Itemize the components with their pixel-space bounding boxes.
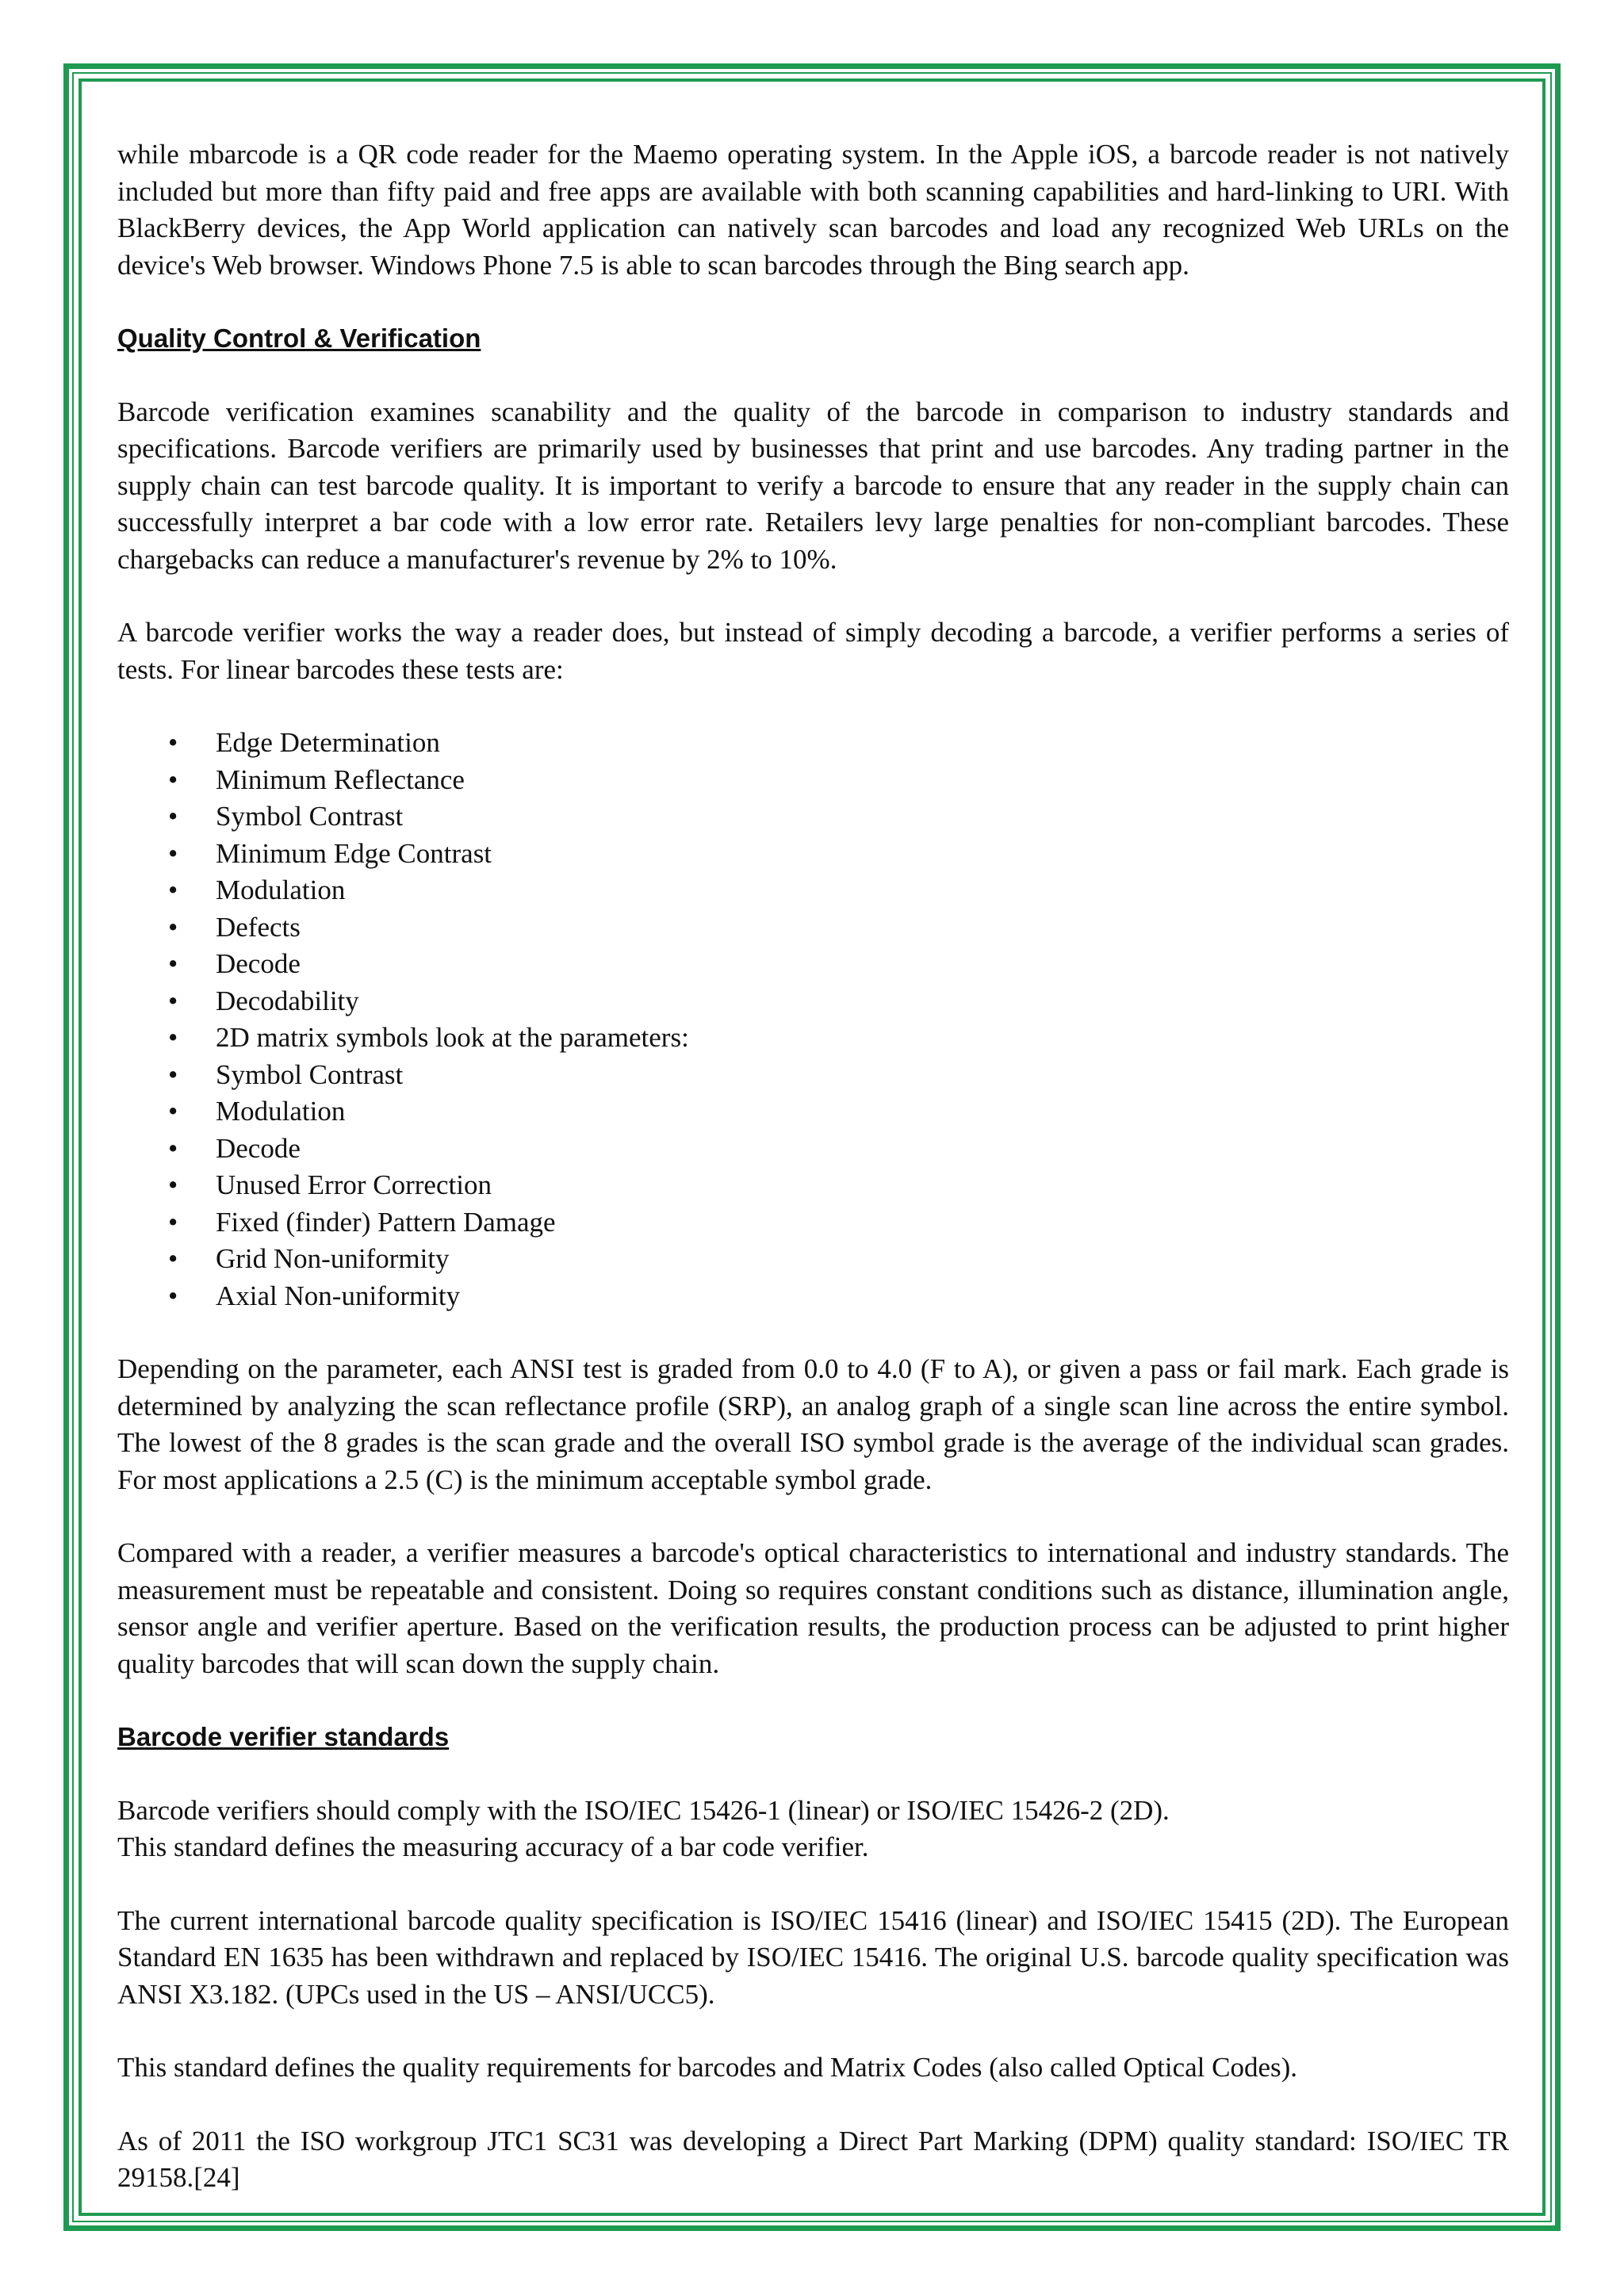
list-item: • Edge Determination <box>117 725 1509 762</box>
verification-paragraph: Barcode verification examines scanability and the quality of the barcode in comparison to industry standards and specifications. Barcode verifiers are primarily used by businesses that print and use barcodes. Any trading partner in the supply chain can test barcode quality. It is important to verify a barcode to ensure that any reader in the supply chain can successfully interpret a bar code with a low error rate. Retailers levy large penalties for non-compliant barcodes. These chargebacks can reduce a manufacturer's revenue by 2% to 10%. <box>117 396 1509 575</box>
intro-paragraph: while mbarcode is a QR code reader for the Maemo operating system. In the Apple iOS, a barcode reader is not natively included but more than fifty paid and free apps are available with both scanning capabilities and hard-linking to URI. With BlackBerry devices, the App World application can natively scan barcodes and load any recognized Web URLs on the device's Web browser. Windows Phone 7.5 is able to scan barcodes through the Bing search app. <box>117 139 1509 281</box>
list-item: • Decode <box>117 946 1509 983</box>
bullet-icon: • <box>168 911 178 943</box>
list-item: • Fixed (finder) Pattern Damage <box>117 1204 1509 1242</box>
bullet-icon: • <box>168 763 178 795</box>
bullet-icon: • <box>168 948 178 979</box>
document-body <box>117 136 1509 2197</box>
list-item: • Axial Non-uniformity <box>117 1278 1509 1315</box>
bullet-icon: • <box>168 1280 178 1311</box>
list-item: • Symbol Contrast <box>117 798 1509 836</box>
bullet-icon: • <box>168 801 178 832</box>
bullet-icon: • <box>168 985 178 1016</box>
current-spec-paragraph: The current international barcode quality specification is ISO/IEC 15416 (linear) and ISO/IEC 15415 (2D). The European Standard EN 1635 has been withdrawn and replaced by ISO/IEC 15416. The original U.S. barcode quality specification was ANSI X3.182. (UPCs used in the US – ANSI/UCC5). <box>117 1904 1509 2010</box>
bullet-icon: • <box>168 874 178 905</box>
list-item: • 2D matrix symbols look at the parameters: <box>117 1020 1509 1057</box>
list-item: • Decodability <box>117 983 1509 1020</box>
verification-test-list <box>117 725 1509 1314</box>
list-item: • Minimum Edge Contrast <box>117 836 1509 873</box>
comply-line-1: Barcode verifiers should comply with the ISO/IEC 15426-1 (linear) or ISO/IEC 15426-2 (2D). <box>117 1794 1170 1826</box>
list-item: • Modulation <box>117 872 1509 909</box>
bullet-icon: • <box>168 1022 178 1053</box>
list-item: • Grid Non-uniformity <box>117 1241 1509 1278</box>
list-item: • Decode <box>117 1131 1509 1168</box>
comparison-paragraph: Compared with a reader, a verifier measures a barcode's optical characteristics to international and industry standards. The measurement must be repeatable and consistent. Doing so requires constant conditions such as distance, illumination angle, sensor angle and verifier aperture. Based on the verification results, the production process can be adjusted to print higher quality barcodes that will scan down the supply chain. <box>117 1537 1509 1679</box>
bullet-icon: • <box>168 1058 178 1090</box>
list-item: • Defects <box>117 909 1509 947</box>
bullet-icon: • <box>168 1206 178 1238</box>
heading-verifier-standards: Barcode verifier standards <box>117 1722 450 1751</box>
bullet-icon: • <box>168 727 178 758</box>
dpm-paragraph: As of 2011 the ISO workgroup JTC1 SC31 was developing a Direct Part Marking (DPM) quality standard: ISO/IEC TR 29158.[24] <box>117 2125 1509 2193</box>
bullet-icon: • <box>168 1096 178 1127</box>
list-item: • Modulation <box>117 1093 1509 1131</box>
bullet-icon: • <box>168 1243 178 1274</box>
bullet-icon: • <box>168 1132 178 1164</box>
grading-paragraph: Depending on the parameter, each ANSI test is graded from 0.0 to 4.0 (F to A), or given a pass or fail mark. Each grade is determined by analyzing the scan reflectance profile (SRP), an analog graph of a single scan line across the entire symbol. The lowest of the 8 grades is the scan grade and the overall ISO symbol grade is the average of the individual scan grades. For most applications a 2.5 (C) is the minimum acceptable symbol grade. <box>117 1353 1509 1495</box>
comply-paragraph <box>117 1793 1509 1866</box>
quality-requirements-paragraph: This standard defines the quality requirements for barcodes and Matrix Codes (also called Optical Codes). <box>117 2052 1298 2083</box>
heading-quality-control: Quality Control & Verification <box>117 323 481 353</box>
bullet-icon: • <box>168 837 178 869</box>
verifier-works-paragraph: A barcode verifier works the way a reader does, but instead of simply decoding a barcode, a verifier performs a series of tests. For linear barcodes these tests are: <box>117 617 1509 685</box>
list-item: • Unused Error Correction <box>117 1167 1509 1204</box>
list-item: • Minimum Reflectance <box>117 762 1509 799</box>
list-item: • Symbol Contrast <box>117 1057 1509 1094</box>
bullet-icon: • <box>168 1169 178 1200</box>
comply-line-2: This standard defines the measuring accuracy of a bar code verifier. <box>117 1831 869 1862</box>
